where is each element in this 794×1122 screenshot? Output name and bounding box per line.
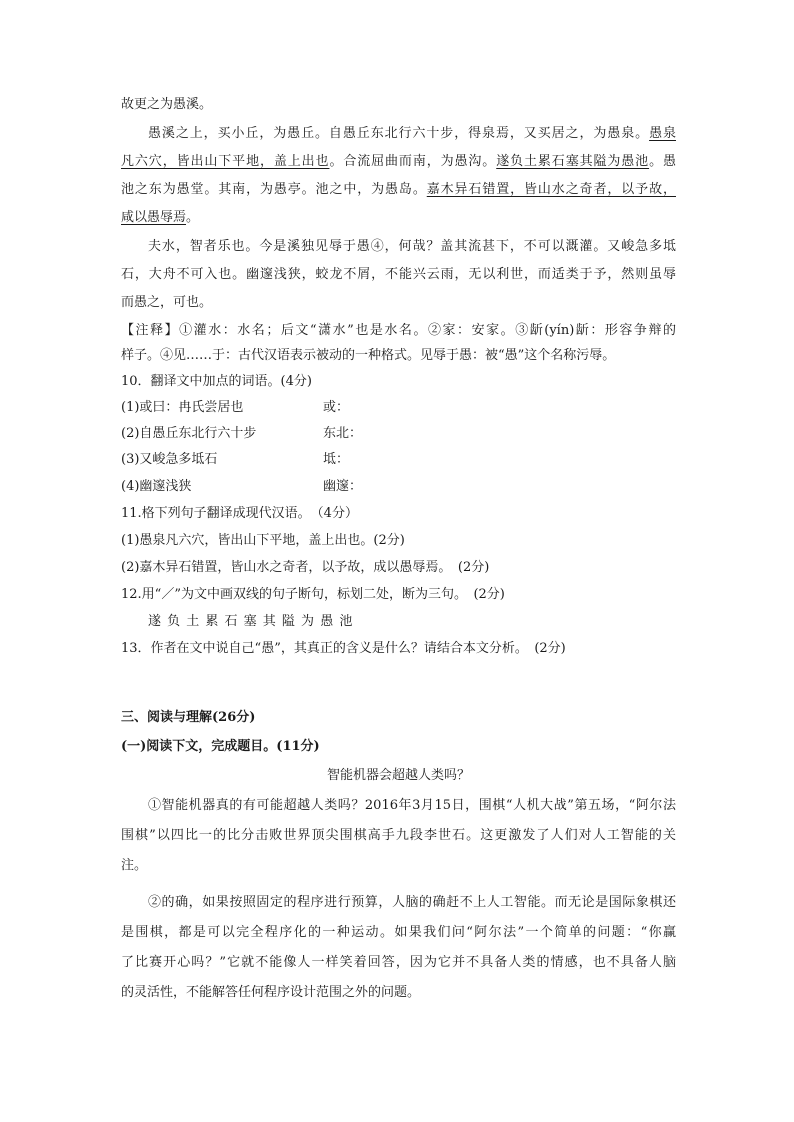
underlined-text: 凡六穴，皆出山下平地，盖上出也 <box>121 154 330 169</box>
underlined-text: 嘉木异石错置，皆山水之奇者，以予故， <box>426 182 676 197</box>
q11-sentence-2: (2)嘉木异石错置，皆山水之奇者，以予故，成以愚辱焉。 (2分) <box>121 560 490 575</box>
double-underlined-sentence: 遂负土累石塞其隘为愚池 <box>496 154 650 169</box>
q10-item-3: (3)又峻急多坻石 <box>121 452 218 467</box>
passage-p2-line-1 <box>148 124 676 144</box>
passage-line-1: 故更之为愚溪。 <box>121 97 213 112</box>
q10-answer-1: 或： <box>323 400 350 415</box>
section-3-subheading: (一)阅读下文，完成题目。(11分) <box>121 739 320 754</box>
underlined-text: 愚泉 <box>649 126 676 141</box>
q10-answer-4: 幽邃： <box>323 479 363 494</box>
passage-p3-line-2: 石，大舟不可入也。幽邃浅狭，蛟龙不屑，不能兴云雨，无以利世，而适类于予，然则虽辱 <box>121 267 676 282</box>
q10-item-1: (1)或曰：冉氏尝居也 <box>121 400 244 415</box>
q11-title: 11.格下列句子翻译成现代汉语。 （4分） <box>121 506 358 521</box>
passage-p2-line-4 <box>121 208 199 228</box>
text: 。愚 <box>649 154 676 169</box>
text: 池之东为愚堂。其南，为愚亭。池之中，为愚岛。 <box>121 182 427 197</box>
annotation-line-2: 样子。④见……于：古代汉语表示被动的一种格式。见辱于愚：被“愚”这个名称污辱。 <box>121 348 616 363</box>
q10-title: 10．翻译文中加点的词语。(4分) <box>121 374 312 389</box>
text: 。合流屈曲而南，为愚沟。 <box>329 154 497 169</box>
q13-title: 13．作者在文中说自己“愚”，其真正的含义是什么？请结合本文分析。 (2分) <box>121 641 566 656</box>
article-p1-line-3: 注。 <box>121 858 148 873</box>
q10-answer-3: 坻： <box>323 452 350 467</box>
article-p1-line-2: 围棋”以四比一的比分击败世界顶尖围棋高手九段李世石。这更激发了人们对人工智能的关 <box>121 828 676 843</box>
q10-answer-2: 东北： <box>323 426 363 441</box>
q10-item-4: (4)幽邃浅狭 <box>121 479 192 494</box>
passage-p3-line-1: 夫水，智者乐也。今是溪独见辱于愚④，何哉？盖其流甚下，不可以溉灌。又峻急多坻 <box>148 239 676 254</box>
q10-item-2: (2)自愚丘东北行六十步 <box>121 426 257 441</box>
q12-title: 12.用“／”为文中画双线的句子断句，标划二处，断为三句。 (2分) <box>121 587 505 602</box>
passage-p2-line-3 <box>121 180 676 200</box>
article-p2-line-3: 了比赛开心吗？”它就不能像人一样笑着回答，因为它并不具备人类的情感，也不具备人脑 <box>121 955 676 970</box>
article-p2-line-4: 的灵活性，不能解答任何程序设计范围之外的问题。 <box>121 985 421 1000</box>
underlined-text: 咸以愚辱焉 <box>121 210 187 225</box>
article-p2-line-1: ②的确，如果按照固定的程序进行预算，人脑的确赶不上人工智能。而无论是国际象棋还 <box>148 895 676 910</box>
passage-p2-line-2 <box>121 152 676 172</box>
q11-sentence-1: (1)愚泉凡六穴，皆出山下平地，盖上出也。(2分) <box>121 533 405 548</box>
article-title: 智能机器会超越人类吗？ <box>326 768 470 783</box>
text: 愚溪之上，买小丘，为愚丘。自愚丘东北行六十步，得泉焉，又买居之，为愚泉。 <box>148 126 650 141</box>
article-p2-line-2: 是围棋，都是可以完全程序化的一种运动。如果我们问“阿尔法”一个简单的问题：“你赢 <box>121 925 676 940</box>
passage-p3-line-3: 而愚之，可也。 <box>121 295 213 310</box>
article-p1-line-1: ①智能机器真的有可能超越人类吗？2016年3月15日，围棋“人机大战”第五场，“阿尔法 <box>148 798 676 813</box>
annotation-line-1: 【注释】①灌水：水名；后文“潇水”也是水名。②家：安家。③龂(yín)龂：形容争辩的 <box>121 323 676 338</box>
section-3-heading: 三、阅读与理解(26分) <box>121 710 256 725</box>
q12-sentence: 遂 负 土 累 石 塞 其 隘 为 愚 池 <box>148 614 354 629</box>
text: 。 <box>186 210 200 225</box>
